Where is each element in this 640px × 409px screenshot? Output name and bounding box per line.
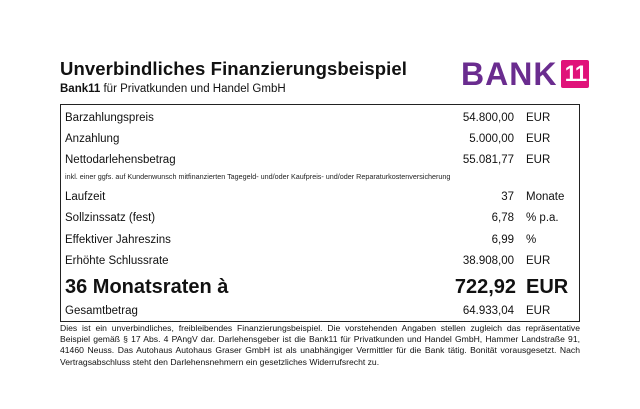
row-value: 6,78 (491, 212, 514, 224)
row-unit: % p.a. (526, 212, 559, 224)
row-effektiver-jahreszins (61, 232, 579, 248)
row-value: 55.081,77 (462, 154, 514, 166)
row-value: 38.908,00 (462, 255, 514, 267)
rate-label: 36 Monatsraten à (65, 276, 229, 298)
row-unit: % (526, 234, 537, 246)
lender-name-rest: für Privatkunden und Handel GmbH (100, 83, 286, 95)
row-label: Anzahlung (65, 133, 120, 145)
lender-name (60, 83, 286, 95)
row-label: Sollzinssatz (fest) (65, 212, 156, 224)
row-unit: EUR (526, 255, 551, 267)
row-label: Effektiver Jahreszins (65, 234, 171, 246)
logo-badge: 11 (561, 60, 589, 88)
lender-name-bold: Bank11 (60, 83, 101, 95)
row-value: 37 (501, 191, 514, 203)
row-label: Erhöhte Schlussrate (65, 255, 169, 267)
row-nettodarlehensbetrag (61, 152, 579, 168)
row-anzahlung (61, 131, 579, 147)
logo-text: BANK (461, 56, 558, 92)
row-gesamtbetrag (61, 303, 579, 319)
page-title: Unverbindliches Finanzierungsbeispiel (60, 58, 408, 79)
row-label: Nettodarlehensbetrag (65, 154, 176, 166)
row-label: Barzahlungspreis (65, 112, 154, 124)
row-unit: EUR (526, 154, 551, 166)
insurance-note: inkl. einer ggfs. auf Kundenwunsch mitfinanzierten Tagegeld- und/oder Kaufpreis- und/oder Reparaturkostenversicherung (65, 172, 451, 181)
row-value: 5.000,00 (469, 133, 514, 145)
rate-value: 722,92 (454, 276, 516, 298)
row-unit: EUR (526, 112, 551, 124)
row-unit: Monate (526, 191, 565, 203)
row-label: Laufzeit (65, 191, 106, 203)
row-barzahlungspreis (61, 110, 579, 126)
total-label: Gesamtbetrag (65, 305, 138, 317)
bank11-logo (461, 58, 589, 90)
rate-unit: EUR (526, 276, 569, 298)
financing-table (60, 104, 580, 322)
row-laufzeit (61, 189, 579, 205)
total-value: 64.933,04 (462, 305, 514, 317)
legal-disclaimer: Dies ist ein unverbindliches, freibleibendes Finanzierungsbeispiel. Die vorstehenden Angaben stellen zugleich das repräsentative Beispiel gemäß § 17 Abs. 4 PAngV dar. Darlehensgeber ist die Bank11 für Privatkunden und Handel GmbH, Hammer Landstraße 91, 41460 Neuss. Das Autohaus Autohaus Graser GmbH ist als unabhängiger Vermittler für die Bank tätig. Bonität vorausgesetzt. Nach Vertragsabschluss steht den Darlehensnehmern ein gesetzliches Widerrufsrecht zu. (60, 323, 580, 367)
row-unit: EUR (526, 133, 551, 145)
row-value: 6,99 (491, 234, 514, 246)
row-schlussrate (61, 253, 579, 269)
row-value: 54.800,00 (462, 112, 514, 124)
row-monthly-rate (61, 275, 579, 299)
row-sollzinssatz (61, 210, 579, 226)
total-unit: EUR (526, 305, 551, 317)
